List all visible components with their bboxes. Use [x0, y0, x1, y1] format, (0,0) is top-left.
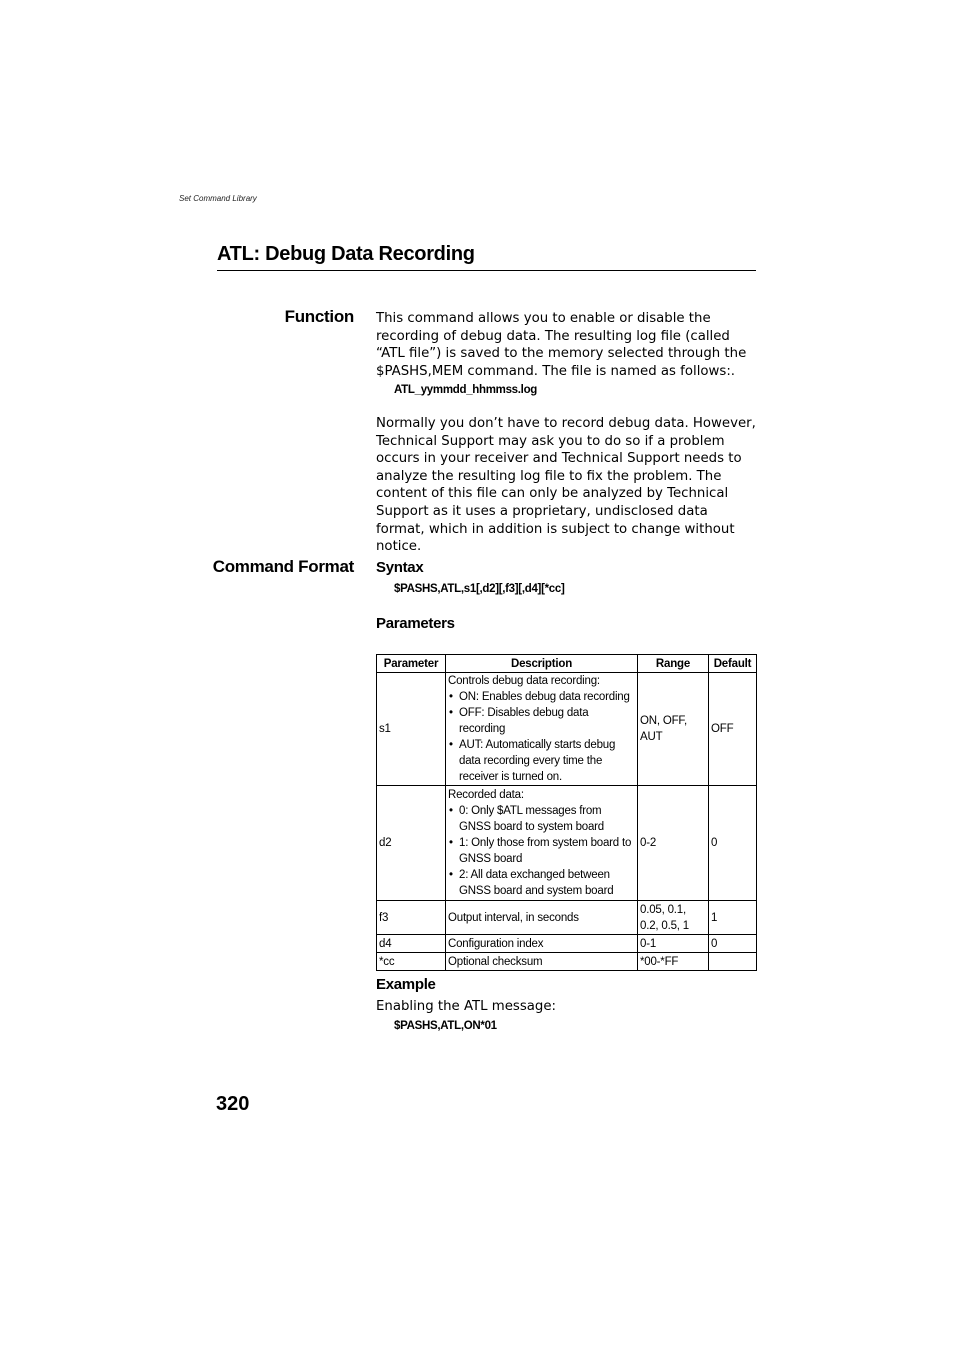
bullet-item: • 2: All data exchanged between GNSS board and system board: [448, 867, 635, 899]
description-intro: Recorded data:: [448, 789, 524, 801]
atl-filename: ATL_yymmdd_hhmmss.log: [394, 384, 538, 396]
cell-range: ON, OFF, AUT: [638, 673, 709, 786]
bullet-item: • AUT: Automatically starts debug data recording every time the receiver is turned on.: [448, 737, 635, 785]
cell-parameter: d4: [377, 935, 446, 953]
example-heading: Example: [376, 976, 436, 993]
table-row: [377, 953, 757, 971]
cell-description: [446, 673, 638, 786]
bullet-item: • 1: Only those from system board to GNSS board: [448, 835, 635, 867]
header-parameter: Parameter: [377, 655, 446, 673]
table-row: [377, 901, 757, 935]
cell-description: Configuration index: [446, 935, 638, 953]
syntax-code: $PASHS,ATL,s1[,d2][,f3][,d4][*cc]: [394, 583, 565, 595]
cell-description: Optional checksum: [446, 953, 638, 971]
cell-parameter: f3: [377, 901, 446, 935]
command-format-heading: Command Format: [212, 557, 354, 576]
cell-range: *00-*FF: [638, 953, 709, 971]
function-paragraph-1: This command allows you to enable or disable the recording of debug data. The resulting log file (called “ATL file”) is saved to the memory selected through the $PASHS,MEM command. The file is named as follows:.: [376, 311, 747, 379]
cell-parameter: s1: [377, 673, 446, 786]
running-header: Set Command Library: [179, 194, 257, 203]
header-default: Default: [709, 655, 757, 673]
example-text: Enabling the ATL message:: [376, 999, 557, 1014]
cell-default: OFF: [709, 673, 757, 786]
cell-parameter: *cc: [377, 953, 446, 971]
bullet-item: • OFF: Disables debug data recording: [448, 705, 635, 737]
header-description: Description: [446, 655, 638, 673]
parameters-heading: Parameters: [376, 615, 455, 632]
cell-default: 0: [709, 935, 757, 953]
cell-default: 1: [709, 901, 757, 935]
header-range: Range: [638, 655, 709, 673]
cell-description: [446, 786, 638, 901]
table-header-row: [377, 655, 757, 673]
table-row: [377, 786, 757, 901]
function-heading: Function: [284, 307, 354, 326]
function-paragraph-2: Normally you don’t have to record debug data. However, Technical Support may ask you to do so if a problem occurs in your receiver and Technical Support needs to analyze the resulting log file to fix the problem. The content of this file can only be analyzed by Technical Support as it uses a proprietary, undisclosed data format, which in addition is subject to change without notice.: [376, 416, 756, 555]
page-number: 320: [216, 1093, 250, 1115]
table-row: [377, 935, 757, 953]
cell-range: 0-2: [638, 786, 709, 901]
description-bullets: [448, 803, 635, 899]
syntax-heading: Syntax: [376, 559, 424, 576]
description-intro: Controls debug data recording:: [448, 675, 600, 687]
bullet-item: • 0: Only $ATL messages from GNSS board to system board: [448, 803, 635, 835]
cell-default: [709, 953, 757, 971]
cell-parameter: d2: [377, 786, 446, 901]
page-title: ATL: Debug Data Recording: [217, 243, 756, 271]
description-bullets: [448, 689, 635, 785]
parameters-table: [376, 654, 757, 971]
cell-description: Output interval, in seconds: [446, 901, 638, 935]
bullet-item: • ON: Enables debug data recording: [448, 689, 635, 705]
cell-default: 0: [709, 786, 757, 901]
example-code: $PASHS,ATL,ON*01: [394, 1020, 497, 1032]
cell-range: 0-1: [638, 935, 709, 953]
cell-range: 0.05, 0.1, 0.2, 0.5, 1: [638, 901, 709, 935]
table-row: [377, 673, 757, 786]
